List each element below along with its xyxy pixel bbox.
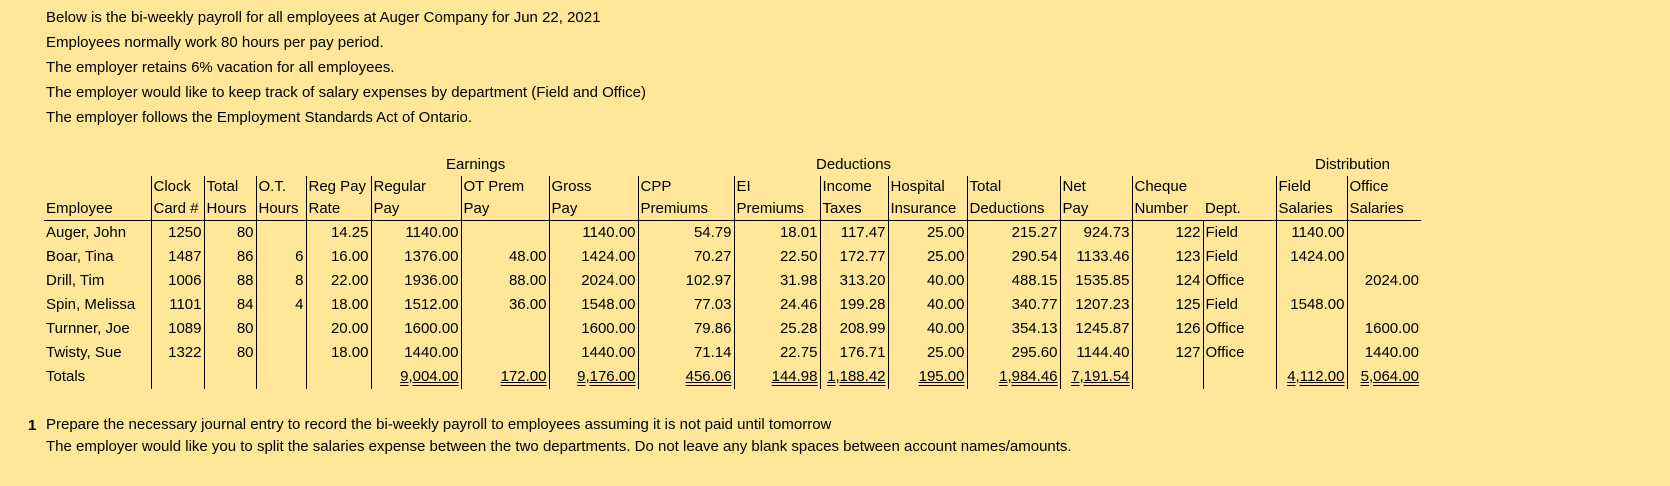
cell-cheque-number: 123: [1132, 245, 1203, 269]
header-ot-hours: Hours: [256, 198, 306, 221]
header-dept: [1203, 176, 1276, 198]
cell-ot-hours: 4: [256, 293, 306, 317]
total-total-hours: [204, 365, 256, 389]
cell-income-taxes: 117.47: [820, 221, 888, 246]
cell-total-hours: 88: [204, 269, 256, 293]
header-hospital-insurance: Hospital: [888, 176, 967, 198]
cell-income-taxes: 199.28: [820, 293, 888, 317]
header-net-pay: Pay: [1060, 198, 1132, 221]
cell-total-deductions: 215.27: [967, 221, 1060, 246]
total-field-salaries: 4,112.00: [1276, 365, 1347, 389]
cell-office-salaries: [1347, 245, 1421, 269]
cell-regular-pay: 1376.00: [371, 245, 461, 269]
intro-line: Below is the bi-weekly payroll for all employees at Auger Company for Jun 22, 2021: [46, 9, 601, 26]
cell-net-pay: 1535.85: [1060, 269, 1132, 293]
table-row: [44, 245, 1421, 269]
cell-total-deductions: 488.15: [967, 269, 1060, 293]
header-total-hours: Total: [204, 176, 256, 198]
header-net-pay: Net: [1060, 176, 1132, 198]
totals-row: [44, 365, 1421, 389]
cell-field-salaries: 1140.00: [1276, 221, 1347, 246]
cell-regular-pay: 1936.00: [371, 269, 461, 293]
cell-gross-pay: 1548.00: [549, 293, 638, 317]
cell-income-taxes: 172.77: [820, 245, 888, 269]
payroll-table: [44, 176, 1421, 389]
cell-reg-pay-rate: 18.00: [306, 341, 371, 365]
cell-dept: Field: [1203, 221, 1276, 246]
cell-reg-pay-rate: 18.00: [306, 293, 371, 317]
cell-office-salaries: 1600.00: [1347, 317, 1421, 341]
cell-dept: Office: [1203, 317, 1276, 341]
intro-line: Employees normally work 80 hours per pay period.: [46, 34, 384, 51]
total-ei-premiums: 144.98: [734, 365, 820, 389]
cell-field-salaries: [1276, 341, 1347, 365]
cell-clock-card: 1487: [151, 245, 204, 269]
cell-reg-pay-rate: 16.00: [306, 245, 371, 269]
header-regular-pay: Regular: [371, 176, 461, 198]
cell-gross-pay: 2024.00: [549, 269, 638, 293]
cell-ei-premiums: 24.46: [734, 293, 820, 317]
header-ot-prem-pay: Pay: [461, 198, 549, 221]
header-ot-prem-pay: OT Prem: [461, 176, 549, 198]
cell-gross-pay: 1140.00: [549, 221, 638, 246]
cell-employee: Boar, Tina: [46, 248, 114, 265]
cell-total-hours: 80: [204, 221, 256, 246]
cell-ot-hours: 8: [256, 269, 306, 293]
cell-ot-prem-pay: 48.00: [461, 245, 549, 269]
cell-ot-prem-pay: 88.00: [461, 269, 549, 293]
total-ot-hours: [256, 365, 306, 389]
cell-ot-prem-pay: 36.00: [461, 293, 549, 317]
cell-dept: Office: [1203, 341, 1276, 365]
cell-cpp-premiums: 70.27: [638, 245, 734, 269]
cell-reg-pay-rate: 20.00: [306, 317, 371, 341]
cell-hospital-insurance: 25.00: [888, 221, 967, 246]
header-clock-card: Card #: [151, 198, 204, 221]
intro-text: [46, 5, 646, 130]
table-row: [44, 317, 1421, 341]
question-line: Prepare the necessary journal entry to record the bi-weekly payroll to employees assuming it is not paid until tomorrow: [46, 416, 832, 433]
cell-ot-hours: [256, 317, 306, 341]
header-clock-card: Clock: [151, 176, 204, 198]
total-ot-prem-pay: 172.00: [461, 365, 549, 389]
cell-regular-pay: 1140.00: [371, 221, 461, 246]
header-reg-pay-rate: Reg Pay: [306, 176, 371, 198]
cell-clock-card: 1322: [151, 341, 204, 365]
total-gross-pay: 9,176.00: [549, 365, 638, 389]
cell-dept: Office: [1203, 269, 1276, 293]
cell-ei-premiums: 22.75: [734, 341, 820, 365]
header-ei-premiums: Premiums: [734, 198, 820, 221]
cell-total-deductions: 295.60: [967, 341, 1060, 365]
intro-line: The employer retains 6% vacation for all employees.: [46, 59, 395, 76]
cell-employee: Drill, Tim: [46, 272, 105, 289]
cell-ot-hours: 6: [256, 245, 306, 269]
total-cheque-number: [1132, 365, 1203, 389]
cell-employee: Auger, John: [46, 224, 127, 241]
cell-cheque-number: 124: [1132, 269, 1203, 293]
cell-cheque-number: 127: [1132, 341, 1203, 365]
header-regular-pay: Pay: [371, 198, 461, 221]
cell-office-salaries: [1347, 293, 1421, 317]
cell-ot-prem-pay: [461, 221, 549, 246]
header-field-salaries: Salaries: [1276, 198, 1347, 221]
cell-office-salaries: [1347, 221, 1421, 246]
cell-employee: Turnner, Joe: [46, 320, 130, 337]
cell-ei-premiums: 25.28: [734, 317, 820, 341]
cell-ot-prem-pay: [461, 317, 549, 341]
cell-ot-hours: [256, 221, 306, 246]
header-cheque-number: Number: [1132, 198, 1203, 221]
header-hospital-insurance: Insurance: [888, 198, 967, 221]
header-employee: [44, 176, 151, 198]
header-income-taxes: Income: [820, 176, 888, 198]
total-employee: Totals: [46, 368, 86, 385]
cell-total-deductions: 340.77: [967, 293, 1060, 317]
distribution-group-header: Distribution: [1315, 156, 1391, 173]
total-net-pay: 7,191.54: [1060, 365, 1132, 389]
cell-clock-card: 1006: [151, 269, 204, 293]
intro-line: The employer follows the Employment Standards Act of Ontario.: [46, 109, 473, 126]
header-dept: Dept.: [1203, 198, 1276, 221]
header-income-taxes: Taxes: [820, 198, 888, 221]
cell-net-pay: 1207.23: [1060, 293, 1132, 317]
cell-cpp-premiums: 79.86: [638, 317, 734, 341]
header-row: [44, 198, 1421, 221]
header-ot-hours: O.T.: [256, 176, 306, 198]
header-employee: Employee: [44, 198, 151, 221]
total-regular-pay: 9,004.00: [371, 365, 461, 389]
cell-total-hours: 86: [204, 245, 256, 269]
cell-cpp-premiums: 77.03: [638, 293, 734, 317]
total-reg-pay-rate: [306, 365, 371, 389]
cell-hospital-insurance: 25.00: [888, 341, 967, 365]
question-number: 1: [28, 417, 37, 434]
cell-net-pay: 1144.40: [1060, 341, 1132, 365]
cell-dept: Field: [1203, 245, 1276, 269]
cell-regular-pay: 1600.00: [371, 317, 461, 341]
table-row: [44, 221, 1421, 246]
total-cpp-premiums: 456.06: [638, 365, 734, 389]
cell-regular-pay: 1512.00: [371, 293, 461, 317]
cell-cpp-premiums: 71.14: [638, 341, 734, 365]
cell-ei-premiums: 31.98: [734, 269, 820, 293]
earnings-group-header: Earnings: [446, 156, 506, 173]
header-cpp-premiums: CPP: [638, 176, 734, 198]
deductions-group-header: Deductions: [816, 156, 892, 173]
cell-field-salaries: 1548.00: [1276, 293, 1347, 317]
cell-dept: Field: [1203, 293, 1276, 317]
intro-line: The employer would like to keep track of salary expenses by department (Field and Office): [46, 84, 647, 101]
cell-net-pay: 1245.87: [1060, 317, 1132, 341]
cell-field-salaries: [1276, 317, 1347, 341]
cell-total-hours: 80: [204, 341, 256, 365]
header-field-salaries: Field: [1276, 176, 1347, 198]
header-gross-pay: Gross: [549, 176, 638, 198]
header-cheque-number: Cheque: [1132, 176, 1203, 198]
cell-clock-card: 1089: [151, 317, 204, 341]
cell-cpp-premiums: 102.97: [638, 269, 734, 293]
table-row: [44, 293, 1421, 317]
total-income-taxes: 1,188.42: [820, 365, 888, 389]
cell-hospital-insurance: 25.00: [888, 245, 967, 269]
table-row: [44, 269, 1421, 293]
cell-cpp-premiums: 54.79: [638, 221, 734, 246]
cell-cheque-number: 125: [1132, 293, 1203, 317]
question-line: The employer would like you to split the salaries expense between the two departments. Do not leave any blank spaces between account names/amounts.: [46, 438, 1072, 455]
cell-ei-premiums: 22.50: [734, 245, 820, 269]
header-office-salaries: Office: [1347, 176, 1421, 198]
cell-reg-pay-rate: 22.00: [306, 269, 371, 293]
cell-ot-prem-pay: [461, 341, 549, 365]
total-hospital-insurance: 195.00: [888, 365, 967, 389]
cell-hospital-insurance: 40.00: [888, 269, 967, 293]
cell-hospital-insurance: 40.00: [888, 317, 967, 341]
cell-cheque-number: 122: [1132, 221, 1203, 246]
header-office-salaries: Salaries: [1347, 198, 1421, 221]
cell-office-salaries: 1440.00: [1347, 341, 1421, 365]
cell-income-taxes: 313.20: [820, 269, 888, 293]
header-gross-pay: Pay: [549, 198, 638, 221]
total-office-salaries: 5,064.00: [1347, 365, 1421, 389]
header-cpp-premiums: Premiums: [638, 198, 734, 221]
cell-clock-card: 1101: [151, 293, 204, 317]
cell-net-pay: 924.73: [1060, 221, 1132, 246]
cell-ot-hours: [256, 341, 306, 365]
total-dept: [1203, 365, 1276, 389]
cell-total-deductions: 354.13: [967, 317, 1060, 341]
cell-hospital-insurance: 40.00: [888, 293, 967, 317]
cell-gross-pay: 1440.00: [549, 341, 638, 365]
cell-total-deductions: 290.54: [967, 245, 1060, 269]
total-clock-card: [151, 365, 204, 389]
header-reg-pay-rate: Rate: [306, 198, 371, 221]
cell-gross-pay: 1600.00: [549, 317, 638, 341]
cell-field-salaries: [1276, 269, 1347, 293]
cell-cheque-number: 126: [1132, 317, 1203, 341]
cell-ei-premiums: 18.01: [734, 221, 820, 246]
cell-income-taxes: 208.99: [820, 317, 888, 341]
total-total-deductions: 1,984.46: [967, 365, 1060, 389]
table-row: [44, 341, 1421, 365]
cell-regular-pay: 1440.00: [371, 341, 461, 365]
cell-office-salaries: 2024.00: [1347, 269, 1421, 293]
cell-reg-pay-rate: 14.25: [306, 221, 371, 246]
cell-employee: Twisty, Sue: [46, 344, 122, 361]
cell-clock-card: 1250: [151, 221, 204, 246]
cell-income-taxes: 176.71: [820, 341, 888, 365]
cell-net-pay: 1133.46: [1060, 245, 1132, 269]
header-row: [44, 176, 1421, 198]
cell-field-salaries: 1424.00: [1276, 245, 1347, 269]
header-total-deductions: Deductions: [967, 198, 1060, 221]
cell-total-hours: 80: [204, 317, 256, 341]
cell-gross-pay: 1424.00: [549, 245, 638, 269]
header-total-deductions: Total: [967, 176, 1060, 198]
cell-total-hours: 84: [204, 293, 256, 317]
header-ei-premiums: EI: [734, 176, 820, 198]
cell-employee: Spin, Melissa: [46, 296, 136, 313]
header-total-hours: Hours: [204, 198, 256, 221]
